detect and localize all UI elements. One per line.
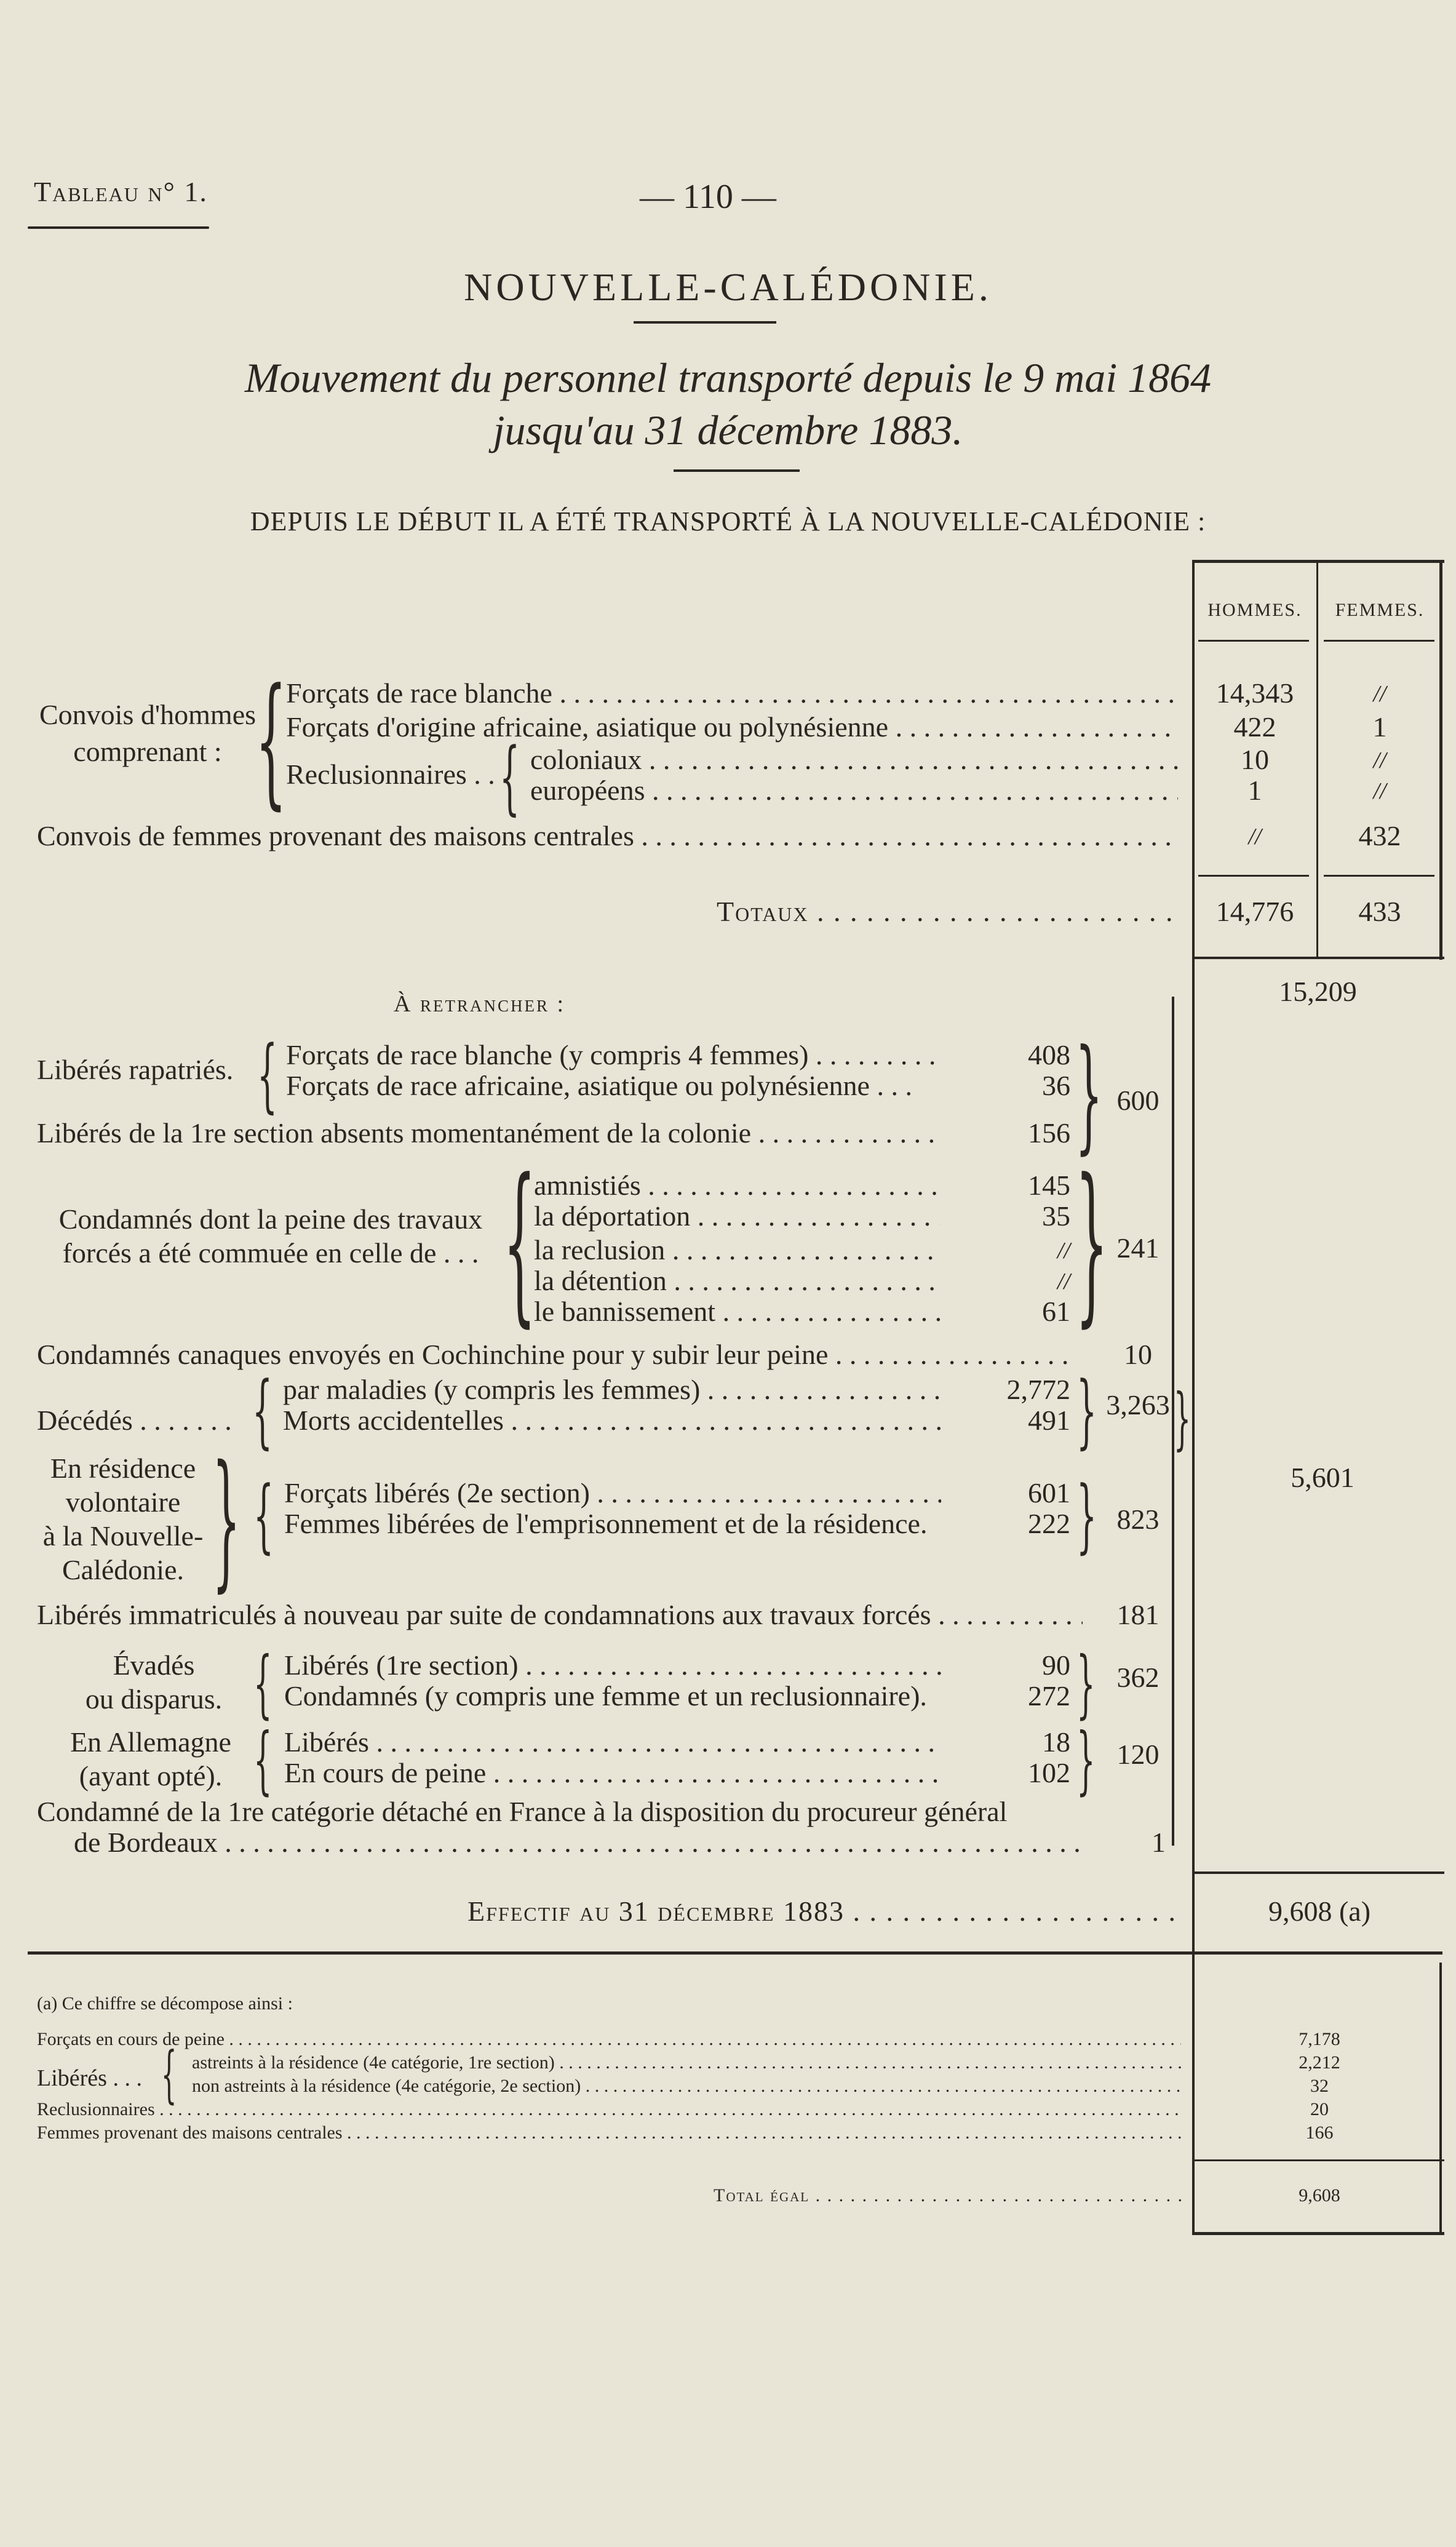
commues-detention-value: // <box>1057 1269 1070 1294</box>
residence-forcats-label: Forçats libérés (2e section) . . . <box>284 1477 941 1509</box>
note-total-label: Total égal . . . <box>714 2185 1181 2206</box>
allemagne-peine-value: 102 <box>1028 1757 1070 1788</box>
title-rule <box>634 321 776 324</box>
residence-femmes-value: 222 <box>1028 1508 1070 1539</box>
femmes-centrales-label: Convois de femmes provenant des maisons centrales . . . <box>37 819 1178 852</box>
bordeaux-label-1: Condamné de la 1re catégorie détaché en France à la disposition du procureur général <box>37 1796 1008 1827</box>
note-total-value: 9,608 <box>1299 2185 1340 2206</box>
evades-brace: { <box>253 1641 273 1727</box>
note-forcats-value: 7,178 <box>1299 2029 1340 2049</box>
residence-forcats-value: 601 <box>1028 1477 1070 1509</box>
immatricules-label: Libérés immatriculés à nouveau par suite de condamnations aux travaux forcés . . . <box>37 1598 1083 1631</box>
commues-reclusion-label: la reclusion . . . <box>534 1234 940 1266</box>
evades-liberes-value: 90 <box>1042 1649 1070 1681</box>
commues-detention-label: la détention . . . <box>534 1264 940 1297</box>
evades-liberes-label: Libérés (1re section) . . . <box>284 1649 941 1681</box>
effectif-value: 9,608 (a) <box>1268 1895 1371 1927</box>
rapatries-row-2-label: Forçats de race africaine, asiatique ou polynésienne . . . <box>286 1070 912 1101</box>
note-reclusionnaires-value: 20 <box>1310 2099 1329 2119</box>
residence-label-line-2: volontaire <box>65 1486 181 1518</box>
note-astreints-label: astreints à la résidence (4e catégorie, 1re section) . . . <box>192 2052 1181 2073</box>
effectif-bottom-rule <box>28 1951 1442 1955</box>
note-non-astreints-value: 32 <box>1310 2076 1329 2096</box>
effectif-label: Effectif au 31 décembre 1883 . . . <box>467 1895 1181 1927</box>
residence-label-line-3: à la Nouvelle- <box>42 1520 204 1552</box>
coloniaux-label: coloniaux . . . <box>530 743 1178 776</box>
header-flourish <box>28 226 209 229</box>
evades-closing-brace: } <box>1076 1641 1096 1727</box>
convois-africaine-femmes: 1 <box>1372 711 1387 743</box>
premiere-section-value: 156 <box>1028 1117 1070 1149</box>
note-right-rule <box>1439 1963 1442 2235</box>
reclusionnaires-label: Reclusionnaires . . <box>286 759 495 790</box>
convois-group-label-1: Convois d'hommes <box>39 699 257 730</box>
note-femmes-value: 166 <box>1305 2122 1334 2143</box>
femmes-header-rule <box>1324 640 1434 642</box>
liberes-rapatries-brace: { <box>257 1028 278 1122</box>
totaux-bottom-rule <box>1192 957 1444 959</box>
decedes-subtotal: 3,263 <box>1106 1389 1170 1421</box>
convois-group-label-2: comprenant : <box>73 736 222 767</box>
allemagne-label-2: (ayant opté). <box>79 1760 223 1792</box>
note-bottom-rule <box>1192 2232 1444 2235</box>
allemagne-closing-brace: } <box>1076 1718 1096 1803</box>
convois-race-blanche-hommes: 14,343 <box>1215 677 1294 709</box>
note-liberes-label: Libérés . . . <box>37 2065 142 2091</box>
commues-label-2: forcés a été commuée en celle de . . . <box>62 1237 479 1269</box>
note-non-astreints-label: non astreints à la résidence (4e catégorie, 2e section) . . . <box>192 2076 1181 2097</box>
decedes-accidentelles-label: Morts accidentelles . . . <box>283 1404 941 1437</box>
commues-subtotal: 241 <box>1116 1232 1160 1264</box>
note-total-rule <box>1192 2159 1444 2161</box>
convois-race-blanche-label: Forçats de race blanche . . . <box>286 677 1178 709</box>
allemagne-subtotal: 120 <box>1116 1739 1160 1770</box>
decedes-maladies-value: 2,772 <box>1006 1374 1070 1405</box>
subtitle-rule <box>674 469 800 472</box>
convois-africaine-hommes: 422 <box>1233 711 1276 743</box>
commues-deportation-value: 35 <box>1042 1200 1070 1232</box>
retrancher-bracket-point: } <box>1174 1379 1191 1457</box>
coloniaux-femmes: // <box>1373 747 1386 773</box>
femmes-centrales-hommes: // <box>1248 824 1262 850</box>
residence-subtotal: 823 <box>1116 1504 1160 1535</box>
liberes-rapatries-label: Libérés rapatriés. <box>37 1054 234 1085</box>
bordeaux-label-2: de Bordeaux . . . <box>74 1826 1089 1859</box>
decedes-closing-brace: } <box>1076 1364 1097 1457</box>
rapatries-closing-brace: } <box>1075 1023 1103 1166</box>
effectif-top-rule <box>1192 1871 1444 1874</box>
note-intro: (a) Ce chiffre se décompose ainsi : <box>37 1993 293 2014</box>
residence-rows-brace: { <box>253 1469 274 1562</box>
evades-subtotal: 362 <box>1116 1662 1160 1693</box>
colony-title: NOUVELLE-CALÉDONIE. <box>464 265 992 309</box>
premiere-section-label: Libérés de la 1re section absents momentanément de la colonie . . . <box>37 1117 941 1149</box>
residence-brace: } <box>212 1433 241 1606</box>
allemagne-liberes-label: Libérés . . . <box>284 1726 941 1758</box>
allemagne-label-1: En Allemagne <box>70 1726 231 1758</box>
rapatries-row-1-label: Forçats de race blanche (y compris 4 femmes) . . . <box>286 1038 938 1071</box>
residence-femmes-label: Femmes libérées de l'emprisonnement et de la résidence. <box>284 1508 928 1539</box>
totaux-hommes: 14,776 <box>1215 896 1294 927</box>
allemagne-brace: { <box>253 1718 273 1803</box>
commues-closing-brace: } <box>1075 1142 1108 1343</box>
decedes-accidentelles-value: 491 <box>1028 1405 1070 1436</box>
decedes-label: Décédés . . . . . . . <box>37 1405 232 1436</box>
rapatries-row-2-value: 36 <box>1042 1070 1070 1101</box>
europeens-hommes: 1 <box>1247 775 1262 806</box>
retrancher-total: 5,601 <box>1291 1462 1355 1493</box>
immatricules-value: 181 <box>1116 1599 1160 1630</box>
column-header-femmes: FEMMES. <box>1335 600 1425 620</box>
commues-label-1: Condamnés dont la peine des travaux <box>58 1203 483 1235</box>
note-femmes-label: Femmes provenant des maisons centrales . . . <box>37 2122 1181 2143</box>
femmes-centrales-femmes: 432 <box>1358 820 1401 851</box>
note-forcats-label: Forçats en cours de peine . . . <box>37 2029 1181 2050</box>
evades-label-1: Évadés <box>113 1649 195 1681</box>
rapatries-subtotal: 600 <box>1116 1085 1160 1116</box>
section-heading: DEPUIS LE DÉBUT IL A ÉTÉ TRANSPORTÉ À LA NOUVELLE-CALÉDONIE : <box>250 506 1206 536</box>
subtitle-line-2: jusqu'au 31 décembre 1883. <box>493 407 963 453</box>
coloniaux-hommes: 10 <box>1241 744 1269 775</box>
subtitle-line-1: Mouvement du personnel transporté depuis le 9 mai 1864 <box>244 354 1212 401</box>
commues-bannissement-label: le bannissement . . . <box>534 1295 940 1328</box>
commues-amnisties-label: amnistiés . . . <box>534 1169 940 1202</box>
residence-closing-brace: } <box>1076 1469 1097 1562</box>
convois-race-blanche-femmes: // <box>1373 681 1386 707</box>
decedes-brace: { <box>252 1364 273 1457</box>
note-liberes-brace: { <box>161 2038 177 2110</box>
note-reclusionnaires-label: Reclusionnaires . . . <box>37 2099 1181 2120</box>
decedes-maladies-label: par maladies (y compris les femmes) . . . <box>283 1373 941 1406</box>
allemagne-peine-label: En cours de peine . . . <box>284 1756 941 1789</box>
commues-amnisties-value: 145 <box>1028 1170 1070 1201</box>
residence-label-line-4: Calédonie. <box>62 1554 184 1585</box>
allemagne-liberes-value: 18 <box>1042 1726 1070 1758</box>
canaques-value: 10 <box>1124 1339 1152 1370</box>
commues-reclusion-value: // <box>1057 1238 1070 1264</box>
canaques-label: Condamnés canaques envoyés en Cochinchine pour y subir leur peine . . . <box>37 1338 1076 1371</box>
note-left-rule <box>1192 1963 1195 2235</box>
reclusionnaires-brace: { <box>499 730 520 824</box>
femmes-subtotal-rule <box>1324 875 1434 877</box>
evades-label-2: ou disparus. <box>85 1683 223 1715</box>
rapatries-row-1-value: 408 <box>1028 1039 1070 1070</box>
residence-label-line-1: En résidence <box>50 1453 196 1484</box>
hommes-subtotal-rule <box>1198 875 1309 877</box>
commues-brace: { <box>503 1142 536 1343</box>
retrancher-heading: À retrancher : <box>394 991 566 1017</box>
column-header-hommes: HOMMES. <box>1207 600 1302 620</box>
convois-africaine-label: Forçats d'origine africaine, asiatique ou polynésienne . . . <box>286 711 1178 743</box>
page-number: — 110 — <box>640 178 776 216</box>
commues-bannissement-value: 61 <box>1042 1296 1070 1327</box>
convois-grand-total: 15,209 <box>1279 976 1357 1007</box>
evades-condamnes-label: Condamnés (y compris une femme et un reclusionnaire). <box>284 1680 927 1712</box>
europeens-label: européens . . . <box>530 774 1178 807</box>
commues-deportation-label: la déportation . . . <box>534 1200 940 1232</box>
bordeaux-value: 1 <box>1152 1827 1166 1858</box>
columns-top-rule <box>1192 560 1444 563</box>
evades-condamnes-value: 272 <box>1028 1680 1070 1712</box>
totaux-label: Totaux . . . <box>717 895 1178 928</box>
totaux-femmes: 433 <box>1358 896 1401 927</box>
convois-brace: { <box>255 659 287 823</box>
europeens-femmes: // <box>1373 778 1386 804</box>
note-astreints-value: 2,212 <box>1299 2052 1340 2073</box>
table-number: Tableau n° 1. <box>34 176 208 207</box>
hommes-header-rule <box>1198 640 1309 642</box>
